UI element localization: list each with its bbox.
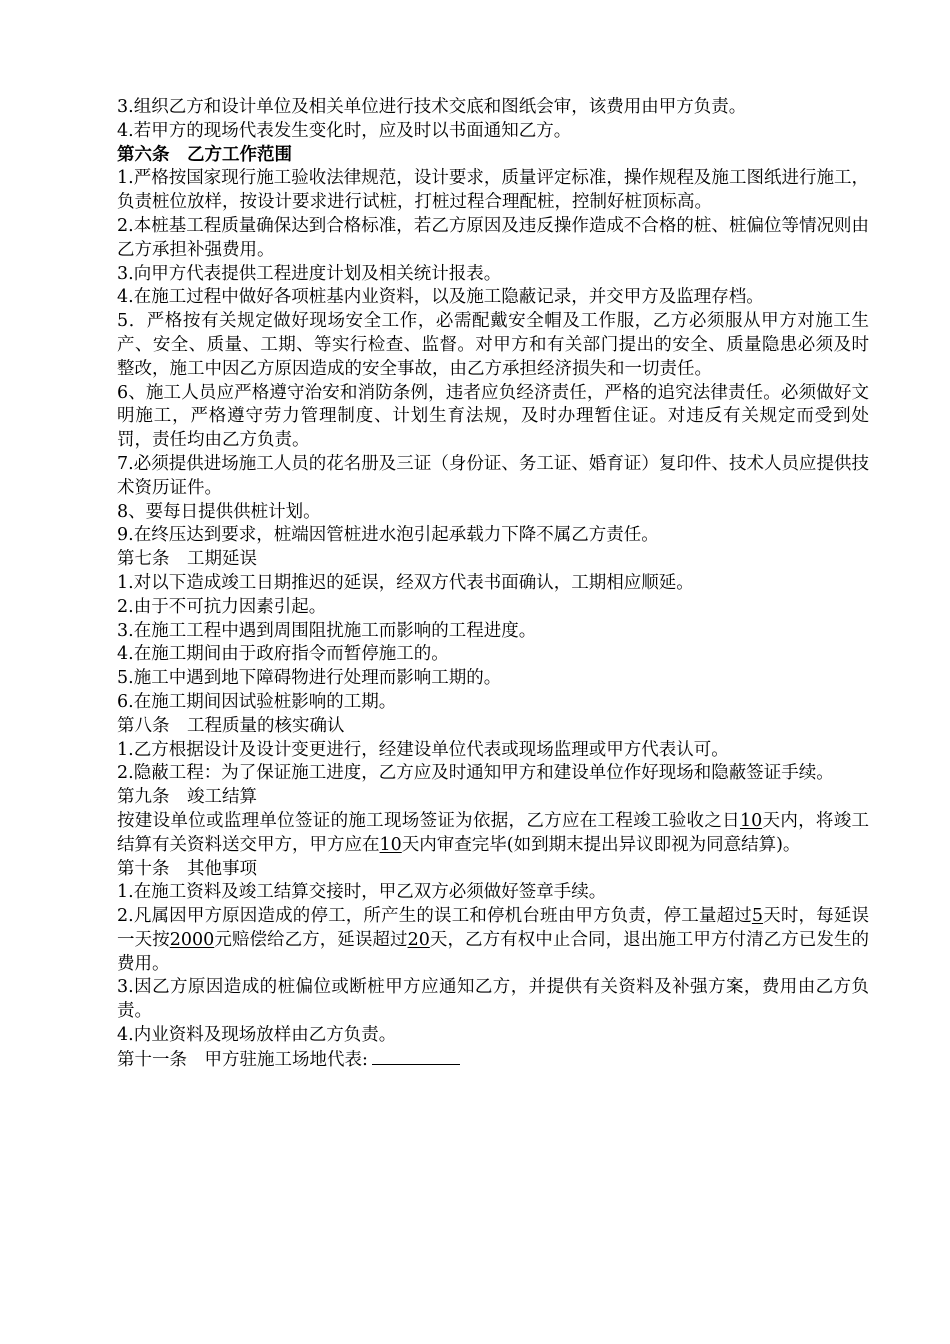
art5-item-4: 4.若甲方的现场代表发生变化时，应及时以书面通知乙方。 (117, 120, 572, 141)
art6-item-5: 5．严格按有关规定做好现场安全工作，必需配戴安全帽及工作服，乙方必须服从甲方对施工生产、安全、质量、工期、等实行检查、监督。对甲方和有关部门提出的安全、质量隐患必须及时整改，施工中因乙方原因造成的安全事故，由乙方承担经济损失和一切责任。 (117, 311, 869, 379)
art10-item2-days2: 20 (407, 929, 430, 950)
art7-item-4: 4.在施工期间由于政府指令而暂停施工的。 (117, 644, 449, 665)
art9-body (117, 810, 869, 858)
art9-text-2: 天内，将竣工结算有关资料送交甲方，甲方应在 (117, 810, 870, 855)
art6-item-8: 8、要每日提供供桩计划。 (117, 501, 321, 522)
art9-days-1: 10 (739, 810, 763, 831)
art11-label: 第十一条 甲方驻施工场地代表: (117, 1049, 368, 1070)
art9-days-2: 10 (379, 834, 402, 855)
art10-item-3: 3.因乙方原因造成的桩偏位或断桩甲方应通知乙方，并提供有关资料及补强方案，费用由乙方负责。 (117, 977, 869, 1022)
art10-item2-text-c: 元赔偿给乙方，延误超过 (214, 929, 408, 950)
art10-item2-amount: 2000 (169, 929, 215, 950)
art6-item-9: 9.在终压达到要求，桩端因管桩进水泡引起承载力下降不属乙方责任。 (117, 525, 659, 546)
article-11-line (117, 1048, 869, 1073)
art7-item-6: 6.在施工期间因试验桩影响的工期。 (117, 691, 397, 712)
art10-item2-text-d: 天，乙方有权中止合同，退出施工甲方付清乙方已发生的费用。 (117, 929, 870, 974)
article-6-heading: 第六条 乙方工作范围 (117, 144, 292, 165)
article-8-heading: 第八条 工程质量的核实确认 (117, 715, 345, 736)
art10-item2-text-b: 天时，每延误一天按 (117, 906, 869, 950)
art10-item-2 (117, 905, 869, 976)
art6-item-3: 3.向甲方代表提供工程进度计划及相关统计报表。 (117, 263, 502, 284)
article-9-heading: 第九条 竣工结算 (117, 787, 257, 808)
art10-item-4: 4.内业资料及现场放样由乙方负责。 (117, 1025, 397, 1046)
document-body (117, 96, 869, 1073)
art6-item-6: 6、施工人员应严格遵守治安和消防条例，违者应负经济责任，严格的追究法律责任。必须做好文明施工，严格遵守劳力管理制度、计划生育法规，及时办理暂住证。对违反有关规定而受到处罚，责任均由乙方负责。 (117, 382, 869, 451)
art10-item-1: 1.在施工资料及竣工结算交接时，甲乙双方必须做好签章手续。 (117, 882, 607, 903)
art7-item-5: 5.施工中遇到地下障碍物进行处理而影响工期的。 (117, 668, 502, 689)
art6-item-7: 7.必须提供进场施工人员的花名册及三证（身份证、务工证、婚育证）复印件、技术人员应提供技术资历证件。 (117, 453, 869, 498)
art10-item2-text-a: 2.凡属因甲方原因造成的停工，所产生的误工和停机台班由甲方负责，停工量超过 (117, 906, 752, 927)
art9-text-3: 天内审查完毕(如到期末提出异议即视为同意结算)。 (401, 834, 801, 855)
art8-item-2: 2.隐蔽工程：为了保证施工进度，乙方应及时通知甲方和建设单位作好现场和隐蔽签证手续。 (117, 763, 834, 784)
art6-item-1: 1.严格按国家现行施工验收法律规范，设计要求，质量评定标准，操作规程及施工图纸进行施工，负责桩位放样，按设计要求进行试桩，打桩过程合理配桩，控制好桩顶标高。 (117, 168, 869, 213)
article-10-heading: 第十条 其他事项 (117, 858, 257, 879)
art5-item-3: 3.组织乙方和设计单位及相关单位进行技术交底和图纸会审，该费用由甲方负责。 (117, 97, 747, 117)
representative-blank-field (372, 1048, 460, 1065)
article-7-heading: 第七条 工期延误 (117, 549, 257, 570)
art9-text-1: 按建设单位或监理单位签证的施工现场签证为依据，乙方应在工程竣工验收之日 (117, 810, 740, 831)
art8-item-1: 1.乙方根据设计及设计变更进行，经建设单位代表或现场监理或甲方代表认可。 (117, 739, 729, 760)
art7-item-2: 2.由于不可抗力因素引起。 (117, 596, 327, 617)
art10-item2-days: 5 (751, 906, 764, 927)
art6-item-4: 4.在施工过程中做好各项桩基内业资料，以及施工隐蔽记录，并交甲方及监理存档。 (117, 287, 764, 308)
art7-item-3: 3.在施工工程中遇到周围阻扰施工而影响的工程进度。 (117, 620, 537, 641)
art7-item-1: 1.对以下造成竣工日期推迟的延误，经双方代表书面确认，工期相应顺延。 (117, 572, 694, 593)
art6-item-2: 2.本桩基工程质量确保达到合格标准，若乙方原因及违反操作造成不合格的桩、桩偏位等情况则由乙方承担补强费用。 (117, 215, 869, 260)
